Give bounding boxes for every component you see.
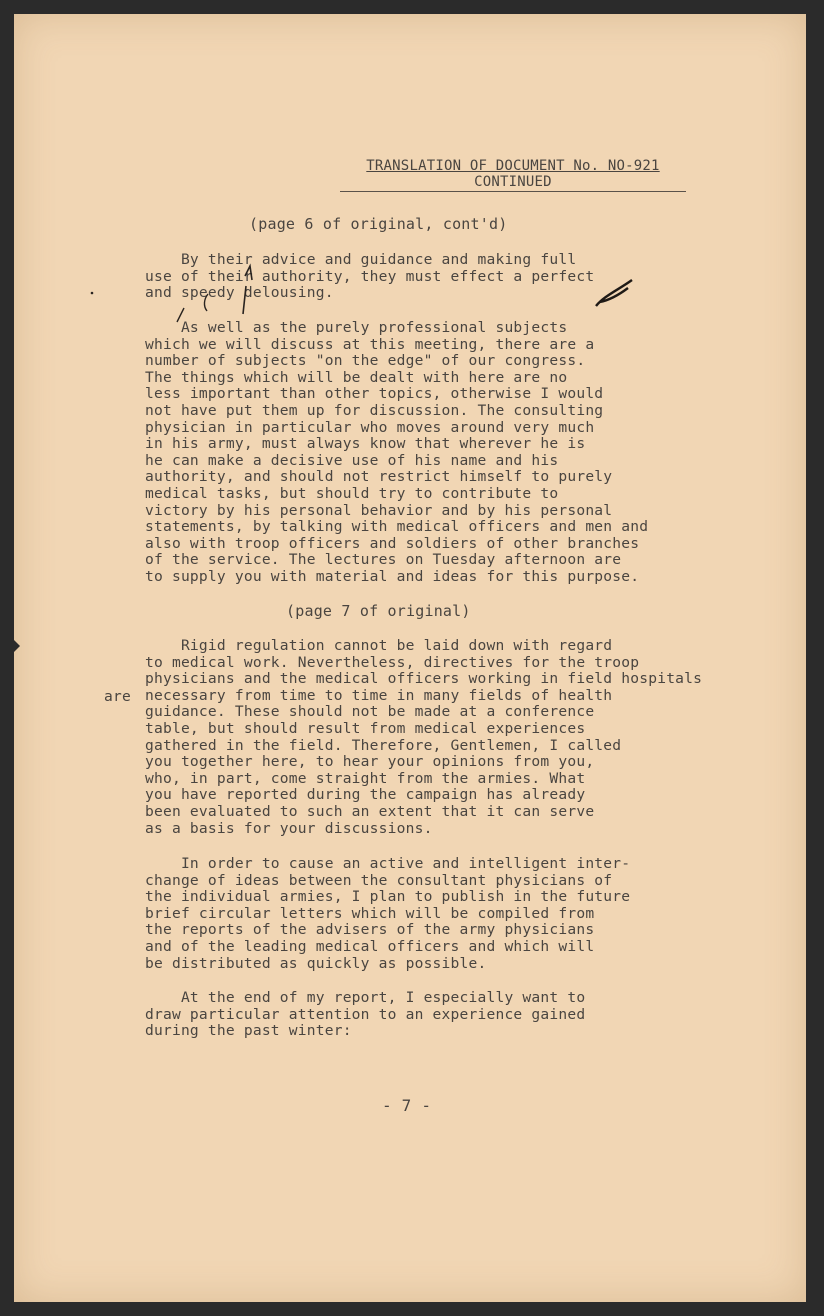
- paragraph-line: of the service. The lectures on Tuesday afternoon are: [145, 551, 622, 569]
- binding-notch: [14, 640, 20, 652]
- header-underline: [340, 191, 686, 192]
- paragraph-line: medical tasks, but should try to contribute to: [145, 484, 559, 502]
- paragraph-line: who, in part, come straight from the armies. What: [145, 769, 586, 787]
- paragraph-line: necessary from time to time in many fields of health: [145, 686, 613, 704]
- paragraph-subjects: [145, 320, 648, 586]
- header-subtitle: CONTINUED: [474, 174, 552, 190]
- paragraph-line: victory by his personal behavior and by his personal: [145, 501, 613, 519]
- paragraph-line: physicians and the medical officers working in field hospitals: [145, 670, 703, 688]
- paragraph-line: statements, by talking with medical officers and men and: [145, 518, 649, 536]
- paragraph-line: to supply you with material and ideas for this purpose.: [145, 567, 640, 585]
- paragraph-line: By their advice and guidance and making full: [145, 251, 577, 268]
- pen-mark-scribble: [596, 280, 632, 306]
- margin-insert-are: are: [104, 688, 131, 705]
- paragraph-line: been evaluated to such an extent that it can serve: [145, 802, 595, 820]
- paragraph-line: guidance. These should not be made at a conference: [145, 703, 595, 721]
- paragraph-line: draw particular attention to an experience gained: [145, 1005, 586, 1023]
- paragraph-line: At the end of my report, I especially want to: [145, 989, 586, 1006]
- paragraph-line: In order to cause an active and intelligent inter-: [145, 855, 631, 872]
- paragraph-line: the individual armies, I plan to publish in the future: [145, 888, 631, 906]
- paragraph-line: less important than other topics, otherwise I would: [145, 385, 604, 403]
- paragraph-line: you together here, to hear your opinions from you,: [145, 753, 595, 771]
- paragraph-line: brief circular letters which will be compiled from: [145, 904, 595, 922]
- paragraph-line: in his army, must always know that wherever he is: [145, 435, 586, 453]
- paragraph-line: and of the leading medical officers and which will: [145, 937, 595, 955]
- paragraph-line: to medical work. Nevertheless, directives for the troop: [145, 653, 640, 671]
- paragraph-winter-experience: [145, 990, 585, 1040]
- paragraph-regulation: [145, 638, 702, 837]
- paragraph-line: and speedy delousing.: [145, 284, 334, 302]
- paragraph-line: use of their authority, they must effect a perfect: [145, 267, 595, 285]
- page-number: - 7 -: [382, 1096, 432, 1115]
- paragraph-line: table, but should result from medical experiences: [145, 719, 586, 737]
- paragraph-line: also with troop officers and soldiers of other branches: [145, 534, 640, 552]
- paragraph-line: authority, and should not restrict himself to purely: [145, 468, 613, 486]
- paragraph-line: The things which will be dealt with here are no: [145, 368, 568, 386]
- paragraph-circular-letters: [145, 856, 630, 972]
- header-title: TRANSLATION OF DOCUMENT No. NO-921: [366, 158, 660, 174]
- document-header: [340, 158, 686, 192]
- page-marker-7: (page 7 of original): [286, 602, 471, 620]
- paragraph-line: the reports of the advisers of the army physicians: [145, 921, 595, 939]
- paragraph-line: number of subjects "on the edge" of our congress.: [145, 352, 586, 370]
- paragraph-line: change of ideas between the consultant physicians of: [145, 871, 613, 889]
- paragraph-line: not have put them up for discussion. The consulting: [145, 401, 604, 419]
- paragraph-line: be distributed as quickly as possible.: [145, 954, 487, 972]
- paragraph-line: gathered in the field. Therefore, Gentlemen, I called: [145, 736, 622, 754]
- paragraph-line: which we will discuss at this meeting, there are a: [145, 335, 595, 353]
- paragraph-line: he can make a decisive use of his name and his: [145, 451, 559, 469]
- paragraph-line: As well as the purely professional subjects: [145, 319, 568, 336]
- paragraph-line: Rigid regulation cannot be laid down with regard: [145, 637, 613, 654]
- paragraph-line: during the past winter:: [145, 1022, 352, 1040]
- paragraph-delousing: [145, 252, 594, 302]
- page-marker-6: (page 6 of original, cont'd): [249, 215, 508, 233]
- pen-mark-dot: [91, 292, 94, 295]
- document-page: [14, 14, 806, 1302]
- paragraph-line: as a basis for your discussions.: [145, 819, 433, 837]
- paragraph-line: you have reported during the campaign has already: [145, 786, 586, 804]
- paragraph-line: physician in particular who moves around very much: [145, 418, 595, 436]
